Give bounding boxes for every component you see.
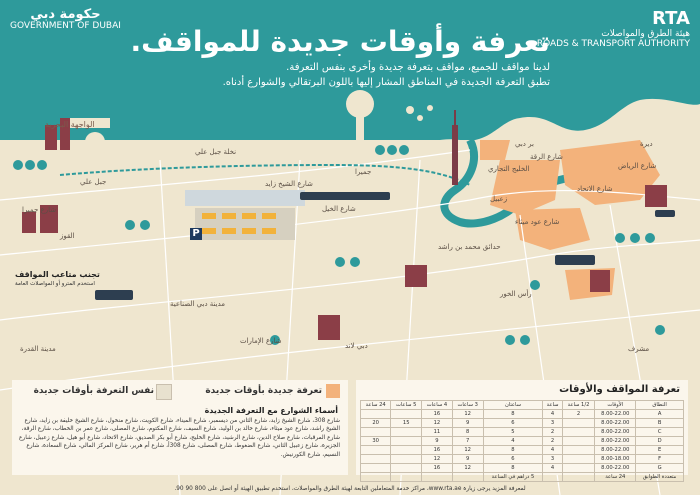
tariff-cell: 8 [483, 464, 543, 473]
tariff-cell: 24 ساعة [595, 473, 636, 482]
zone-orange-mankhool [480, 140, 510, 160]
tariff-header-4h: 4 ساعات [422, 401, 453, 410]
tariff-body [361, 410, 684, 482]
bus-icon-right [555, 255, 595, 265]
tariff-cell: 5 دراهم في الساعة [483, 473, 543, 482]
tariff-cell: 8.00-22.00 [595, 446, 636, 455]
tariff-header-3h: 3 ساعات [452, 401, 483, 410]
poster-title: تعرفة وأوقات جديدة للمواقف. [130, 25, 550, 58]
poster-subtitle-1: لدينا مواقف للجميع، مواقف بتعرفة جديدة وأخرى بنفس التعرفة. [286, 62, 550, 73]
tariff-cell: 16 [422, 446, 453, 455]
tariff-cell: 12 [452, 446, 483, 455]
label-palm-jebel-ali: نخلة جبل علي [195, 148, 237, 156]
label-mushrif: مشرف [628, 345, 650, 353]
rta-logo [537, 8, 690, 49]
tariff-cell: 4 [483, 437, 543, 446]
tariff-cell: 6 [483, 455, 543, 464]
tariff-cell: 11 [422, 428, 453, 437]
world-islands [406, 105, 433, 121]
tariff-header-row [361, 401, 684, 410]
tariff-cell: 8.00-22.00 [595, 428, 636, 437]
tariff-cell: A [636, 410, 684, 419]
tariff-cell: 8 [483, 446, 543, 455]
tariff-cell [562, 464, 595, 473]
legend-same-tariff: نفس التعرفة بأوقات جديدة [33, 386, 154, 396]
tariff-cell: 20 [361, 419, 391, 428]
tariff-cell: 9 [422, 437, 453, 446]
tariff-cell: 9 [452, 455, 483, 464]
building-deira-icon [645, 185, 667, 207]
label-al-ittihad: شارع الاتحاد [577, 185, 613, 193]
tariff-row [361, 464, 684, 473]
label-business-bay: الخليج التجاري [488, 165, 530, 173]
tariff-cell: E [636, 446, 684, 455]
poster-subtitle-2: تطبق التعرفة الجديدة في المناطق المشار إليها باللون البرتقالي والشوارع أدناه. [222, 77, 550, 88]
tariff-header-5h: 5 ساعات [391, 401, 422, 410]
tariff-cell: 16 [422, 464, 453, 473]
tariff-cell [391, 455, 422, 464]
label-al-khail-road: شارع الخيل [322, 205, 356, 213]
tariff-cell: 4 [543, 410, 562, 419]
tariff-cell [391, 473, 422, 482]
tariff-cell: 2 [543, 428, 562, 437]
tariff-cell: 12 [422, 419, 453, 428]
building-dubailand-icon [318, 315, 340, 340]
palm-jumeirah-shape [346, 90, 374, 160]
tariff-cell [361, 410, 391, 419]
tariff-cell: 8 [452, 428, 483, 437]
tariff-cell: 8.00-22.00 [595, 437, 636, 446]
tariff-cell: 6 [483, 419, 543, 428]
tariff-row [361, 419, 684, 428]
tariff-cell: C [636, 428, 684, 437]
label-hadaeq-mbr: حدائق محمد بن راشد [438, 243, 501, 251]
tariff-cell [562, 473, 595, 482]
tariff-header-1h: ساعة [543, 401, 562, 410]
tariff-cell: 12 [452, 464, 483, 473]
tariff-cell: 8.00-18.00 [595, 455, 636, 464]
label-emirates-road: شارع الإمارات [240, 337, 282, 345]
footer-contact: لمعرفة المزيد يرجى زيارة www.rta.ae، مراكز خدمة المتعاملين التابعة لهيئة الطرق والمواصلات، استخدم تطبيق الهيئة أو اتصل على 800 90 90. [174, 486, 526, 492]
legend-swatch-new [326, 384, 340, 398]
tariff-title: تعرفة المواقف والأوقات [559, 384, 680, 395]
tariff-cell: F [636, 455, 684, 464]
tariff-cell [562, 455, 595, 464]
tariff-panel [356, 380, 688, 480]
parking-sign-icon: P [190, 228, 202, 240]
metro-train-icon [300, 192, 390, 200]
streets-heading: أسماء الشوارع مع التعرفة الجديدة [204, 406, 338, 415]
tariff-cell [422, 473, 453, 482]
label-ras-al-khor: رأس الخور [500, 290, 532, 298]
building-qusais-icon [590, 270, 610, 292]
avoid-parking-title: تجنب متاعب المواقف [15, 270, 100, 279]
tariff-cell [391, 428, 422, 437]
tariff-cell: 8 [483, 410, 543, 419]
tariff-cell [562, 437, 595, 446]
tariff-cell: 4 [543, 464, 562, 473]
tariff-cell [562, 446, 595, 455]
tariff-cell [361, 464, 391, 473]
tariff-cell: G [636, 464, 684, 473]
tariff-cell: 4 [543, 446, 562, 455]
tariff-cell: 9 [452, 419, 483, 428]
label-bur-dubai: بر دبي [515, 140, 534, 148]
tariff-cell: 12 [422, 455, 453, 464]
label-dip: مدينة دبي الصناعية [170, 300, 226, 308]
tariff-cell: 5 [483, 428, 543, 437]
tariff-cell [361, 473, 391, 482]
tariff-cell [543, 473, 562, 482]
tariff-header-zone: النطاق [636, 401, 684, 410]
tariff-cell [391, 437, 422, 446]
tariff-cell [562, 428, 595, 437]
tariff-cell [361, 455, 391, 464]
tariff-cell: 30 [361, 437, 391, 446]
tariff-table [360, 400, 684, 482]
tariff-cell: 2 [562, 410, 595, 419]
label-deira: ديرة [640, 140, 653, 148]
tariff-header-times: الأوقات [595, 401, 636, 410]
logo-left-arabic: حكومة دبي [30, 7, 101, 22]
tariff-cell [391, 446, 422, 455]
streets-list: شارع 308، شارع الشيخ زايد، شارع الثاني من ديسمبر، شارع الميناء، شارع الكويت، شارع منخول، شارع الشيخ خليفة بن زايد، شارع الشيخ راشد، شارع عود ميثاء، شارع خالد بن الوليد، شارع السيف، شارع المكتوم، شارع المصلى، شارع عمر بن الخطاب، شارع الرقة، شارع المرقبات، شارع صلاح الدين، شارع الرشيد، شارع الخليج، شارع أبو بكر الصديق، شارع الاتحاد، شارع أبو هيل، شارع زعبيل، شارع الجزيرة، شارع زعبيل الثاني، شارع الضغوط، شارع المصلى، شارع 308أ، شارع أم هرير، شارع المركز المالي، شارع السعادة، شارع النسيم، شارع الكورنيش. [18, 418, 340, 458]
tariff-cell [361, 446, 391, 455]
tariff-cell: متعددة الطوابق [636, 473, 684, 482]
car-icon [655, 210, 675, 217]
label-dubailand: دبي لاند [345, 342, 368, 350]
tariff-cell: 16 [422, 410, 453, 419]
label-jbr-road: شارع جميرا [22, 206, 57, 214]
legend-panel [12, 380, 348, 475]
tariff-cell: 3 [543, 455, 562, 464]
tariff-cell [391, 464, 422, 473]
tariff-row [361, 410, 684, 419]
legend-new-tariff: تعرفة جديدة بأوقات جديدة [205, 386, 322, 396]
rta-english: ROADS & TRANSPORT AUTHORITY [536, 39, 690, 49]
tariff-header-2h: ساعتان [483, 401, 543, 410]
label-al-riyadh: شارع الرياض [618, 162, 657, 170]
tariff-cell: 2 [543, 437, 562, 446]
parking-lot-icon [185, 190, 305, 240]
tariff-cell [562, 419, 595, 428]
label-oud-metha: شارع عود ميثاء [515, 218, 560, 226]
avoid-parking-subtitle: استخدم المترو أو المواصلات العامة [15, 281, 95, 287]
label-marina: الواجهة البحرية [45, 120, 95, 129]
tariff-cell [391, 410, 422, 419]
tariff-row [361, 437, 684, 446]
tariff-cell: 7 [452, 437, 483, 446]
label-jebel-ali: جبل علي [80, 178, 107, 186]
rta-arabic: هيئة الطرق والمواصلات [601, 29, 690, 39]
label-shaikh-zayed-road: شارع الشيخ زايد [265, 180, 313, 188]
tariff-cell [361, 428, 391, 437]
tariff-cell: 8.00-22.00 [595, 464, 636, 473]
tariff-row [361, 455, 684, 464]
tariff-cell: 8.00-22.00 [595, 410, 636, 419]
label-jumeirah: جميرا [355, 168, 372, 176]
tariff-row [361, 446, 684, 455]
tariff-header-24h: 24 ساعة [361, 401, 391, 410]
tariff-row-multistorey [361, 473, 684, 482]
burj-khalifa-icon [452, 110, 458, 185]
label-al-quoz: القوز [60, 232, 75, 240]
tariff-cell: B [636, 419, 684, 428]
label-al-rigga: شارع الرقة [530, 153, 563, 161]
rta-wordmark: RTA [652, 8, 690, 29]
tariff-cell: 3 [543, 419, 562, 428]
tariff-cell [452, 473, 483, 482]
tariff-cell: 8.00-22.00 [595, 419, 636, 428]
building-mbr-icon [405, 265, 427, 287]
tariff-cell: D [636, 437, 684, 446]
logo-left-english: GOVERNMENT OF DUBAI [10, 21, 121, 32]
tariff-cell: 12 [452, 410, 483, 419]
tariff-cell: 15 [391, 419, 422, 428]
bus-icon-left [95, 290, 133, 300]
tariff-header-half-hour: 1/2 ساعة [562, 401, 595, 410]
government-logo [10, 8, 121, 32]
legend-swatch-same [156, 384, 172, 400]
label-al-qudra: مدينة القدرة [20, 345, 56, 353]
label-zabeel: زعبيل [490, 195, 508, 203]
tariff-row [361, 428, 684, 437]
